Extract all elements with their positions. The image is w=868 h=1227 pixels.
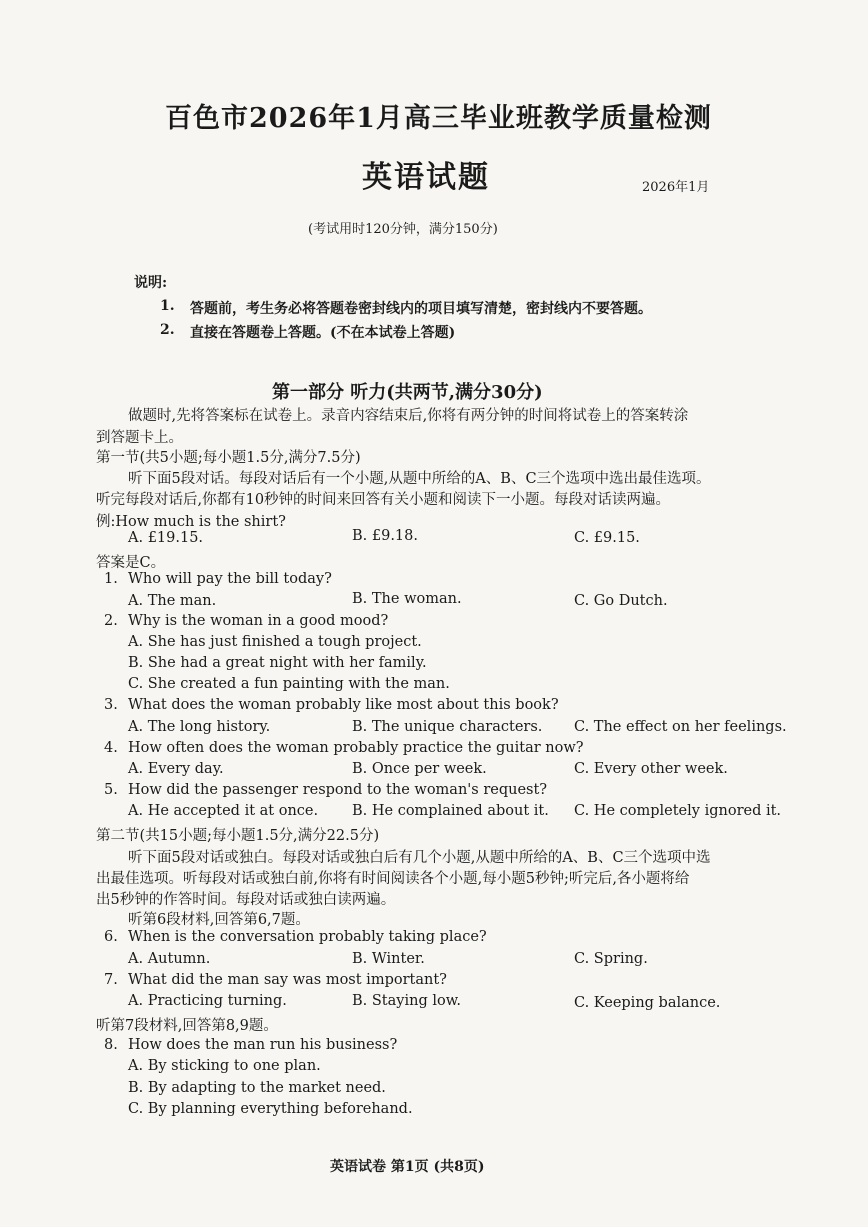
section2-intro-line1: 听下面5段对话或独白。每段对话或独白后有几个小题,从题中所给的A、B、C三个选项中选 — [128, 850, 711, 866]
q8-option-c: C. By planning everything beforehand. — [128, 1101, 413, 1117]
note-item-2-text: 直接在答题卷上答题。(不在本试卷上答题) — [190, 325, 456, 341]
q7-option-b: B. Staying low. — [352, 993, 462, 1009]
q6-text: When is the conversation probably taking place? — [128, 929, 487, 945]
q1-num: 1. — [104, 571, 118, 587]
example-option-a: A. £19.15. — [128, 530, 204, 546]
exam-title: 百色市2026年1月高三毕业班教学质量检测 — [165, 103, 712, 134]
section2-heading: 第二节(共15小题;每小题1.5分,满分22.5分) — [96, 828, 380, 844]
q5-option-c: C. He completely ignored it. — [574, 803, 782, 819]
q1-text: Who will pay the bill today? — [128, 571, 332, 587]
q2-text: Why is the woman in a good mood? — [128, 613, 389, 629]
q2-option-b: B. She had a great night with her family. — [128, 655, 427, 671]
example-option-c: C. £9.15. — [574, 530, 640, 546]
q1-option-c: C. Go Dutch. — [574, 593, 668, 609]
q4-option-b: B. Once per week. — [352, 761, 487, 777]
q3-option-b: B. The unique characters. — [352, 719, 543, 735]
material7-note: 听第7段材料,回答第8,9题。 — [96, 1018, 278, 1034]
q2-num: 2. — [104, 613, 118, 629]
q3-text: What does the woman probably like most about this book? — [128, 697, 559, 713]
q5-option-a: A. He accepted it at once. — [128, 803, 319, 819]
exam-info: (考试用时120分钟，满分150分) — [308, 222, 498, 237]
material6-note: 听第6段材料,回答第6,7题。 — [128, 912, 310, 928]
q7-option-c: C. Keeping balance. — [574, 995, 721, 1011]
section2-intro-line3: 出5秒钟的作答时间。每段对话或独白读两遍。 — [96, 892, 396, 908]
notes-label: 说明: — [134, 275, 168, 291]
page-footer: 英语试卷 第1页 (共8页) — [330, 1159, 485, 1175]
q6-num: 6. — [104, 929, 118, 945]
q4-option-c: C. Every other week. — [574, 761, 728, 777]
q7-num: 7. — [104, 972, 118, 988]
exam-subtitle: 英语试题 — [362, 160, 490, 195]
section1-heading: 第一节(共5小题;每小题1.5分,满分7.5分) — [96, 450, 361, 466]
example-answer: 答案是C。 — [96, 555, 166, 571]
q2-option-c: C. She created a fun painting with the man. — [128, 676, 450, 692]
note-item-1-num: 1. — [160, 298, 175, 314]
section1-intro-line1: 听下面5段对话。每段对话后有一个小题,从题中所给的A、B、C三个选项中选出最佳选项。 — [128, 471, 711, 487]
q2-option-a: A. She has just finished a tough project. — [128, 634, 422, 650]
q8-option-b: B. By adapting to the market need. — [128, 1080, 386, 1096]
q4-num: 4. — [104, 740, 118, 756]
part1-intro-line2: 到答题卡上。 — [96, 430, 183, 446]
note-item-1-text: 答题前，考生务必将答题卷密封线内的项目填写清楚，密封线内不要答题。 — [190, 301, 652, 317]
q7-option-a: A. Practicing turning. — [128, 993, 287, 1009]
q3-num: 3. — [104, 697, 118, 713]
note-item-2-num: 2. — [160, 322, 175, 338]
q5-text: How did the passenger respond to the woman's request? — [128, 782, 548, 798]
exam-date: 2026年1月 — [642, 180, 710, 195]
q4-text: How often does the woman probably practice the guitar now? — [128, 740, 584, 756]
q1-option-a: A. The man. — [128, 593, 217, 609]
example-question: 例:How much is the shirt? — [96, 514, 286, 530]
example-option-b: B. £9.18. — [352, 528, 418, 544]
q5-num: 5. — [104, 782, 118, 798]
q7-text: What did the man say was most important? — [128, 972, 447, 988]
q3-option-c: C. The effect on her feelings. — [574, 719, 787, 735]
part1-title: 第一部分 听力(共两节,满分30分) — [272, 382, 543, 403]
q5-option-b: B. He complained about it. — [352, 803, 549, 819]
q6-option-a: A. Autumn. — [128, 951, 211, 967]
q8-text: How does the man run his business? — [128, 1037, 398, 1053]
section1-intro-line2: 听完每段对话后,你都有10秒钟的时间来回答有关小题和阅读下一小题。每段对话读两遍。 — [96, 492, 671, 508]
q4-option-a: A. Every day. — [128, 761, 224, 777]
q8-num: 8. — [104, 1037, 118, 1053]
part1-intro-line1: 做题时,先将答案标在试卷上。录音内容结束后,你将有两分钟的时间将试卷上的答案转涂 — [128, 408, 689, 424]
q1-option-b: B. The woman. — [352, 591, 462, 607]
q3-option-a: A. The long history. — [128, 719, 271, 735]
q8-option-a: A. By sticking to one plan. — [128, 1058, 321, 1074]
q6-option-b: B. Winter. — [352, 951, 425, 967]
q6-option-c: C. Spring. — [574, 951, 648, 967]
section2-intro-line2: 出最佳选项。听每段对话或独白前,你将有时间阅读各个小题,每小题5秒钟;听完后,各小题将给 — [96, 871, 690, 887]
